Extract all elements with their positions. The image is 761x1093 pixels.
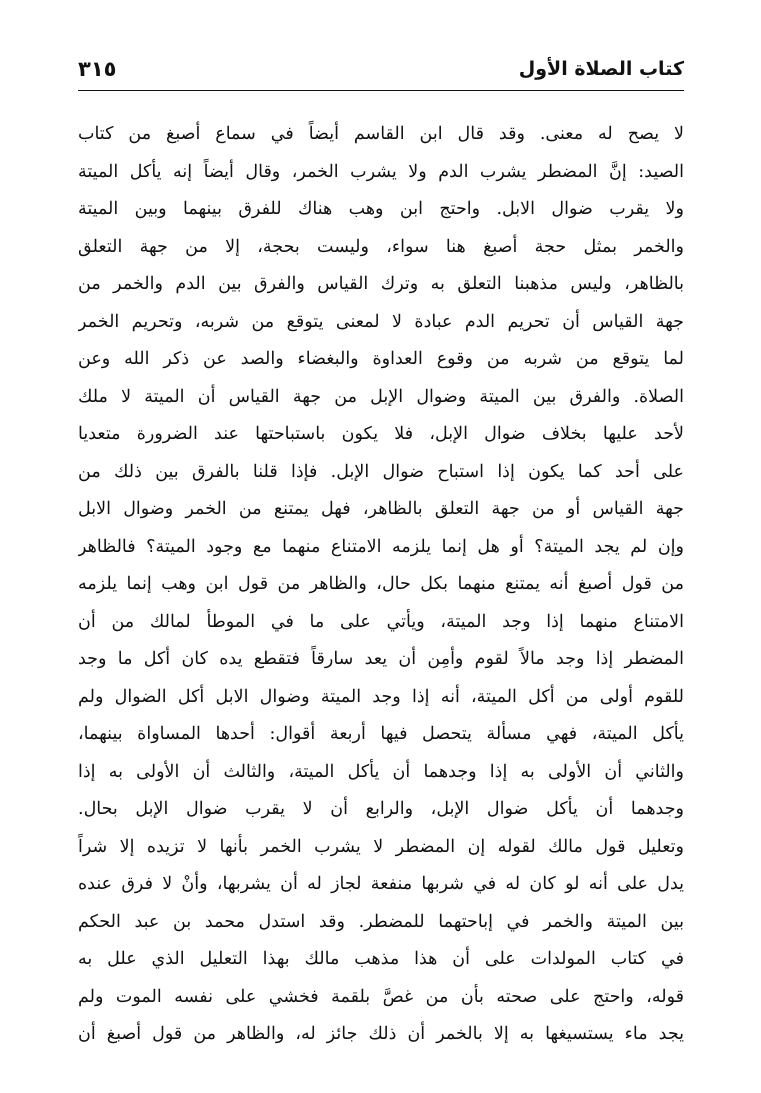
body-text (78, 116, 684, 1054)
page-number: ٣١٥ (78, 57, 117, 81)
header-divider (78, 90, 684, 91)
text-line: في كتاب المولدات على أن هذا مذهب مالك بهذا التعليل الذي علل به (78, 949, 684, 969)
text-line: الامتناع منهما إذا وجد الميتة، ويأتي على ما في الموطأ لمالك من أن (78, 611, 684, 632)
text-line: المضطر إذا وجد مالاً لقوم وأمِن أن يعد سارقاً فتقطع يده كان أكل ما وجد (78, 649, 684, 669)
text-line: على أحد كما يكون إذا استباح ضوال الإبل. فإذا قلنا بالفرق بين ذلك من (78, 461, 684, 482)
text-line: للقوم أولى من أكل الميتة، أنه إذا وجد الميتة وضوال الابل أكل الضوال ولم (78, 686, 684, 707)
text-line: وتعليل قول مالك لقوله إن المضطر لا يشرب الخمر بأنها لا تزيده إلا شراً (78, 836, 684, 857)
chapter-title: كتاب الصلاة الأول (518, 58, 684, 80)
text-line: جهة القياس أن تحريم الدم عبادة لا لمعنى يتوقع من شربه، وتحريم الخمر (78, 311, 684, 332)
text-line: الصلاة. والفرق بين الميتة وضوال الإبل من جهة القياس أن الميتة لا ملك (78, 386, 684, 407)
running-header (78, 56, 684, 86)
text-line: ولا يقرب ضوال الابل. واحتج ابن وهب هناك للفرق بينهما وبين الميتة (78, 199, 684, 219)
text-line: والثاني أن الأولى به إذا وجدهما أن يأكل الميتة، والثالث أن الأولى به إذا (78, 761, 684, 782)
text-line: بالظاهر، وليس مذهبنا التعلق به وترك القياس والفرق بين الدم والخمر من (78, 274, 684, 294)
text-line: يدل على أنه لو كان له في شربها منفعة لجاز له أن يشربها، وأنْ لا فرق عنده (78, 874, 684, 894)
text-line: بين الميتة والخمر في إباحتهما للمضطر. وقد استدل محمد بن عبد الحكم (78, 911, 684, 932)
text-line: الصيد: إنَّ المضطر يشرب الدم ولا يشرب الخمر، وقال أيضاً إنه يأكل الميتة (78, 161, 684, 182)
text-line: وجدهما أن يأكل ضوال الإبل، والرابع أن لا يقرب ضوال الإبل بحال. (78, 799, 684, 819)
text-line: وإن لم يجد الميتة؟ أو هل إنما يلزمه الامتناع منهما مع وجود الميتة؟ فالظاهر (78, 536, 684, 557)
text-line: لما يتوقع من شربه من وقوع العداوة والبغضاء والصد عن ذكر الله وعن (78, 349, 684, 369)
text-line: من قول أصبغ أنه يمتنع منهما بكل حال، والظاهر من قول ابن وهب إنما يلزمه (78, 574, 684, 594)
text-line: جهة القياس أو من جهة التعلق بالظاهر، فهل يمتنع من الخمر وضوال الابل (78, 499, 684, 519)
text-line: لا يصح له معنى. وقد قال ابن القاسم أيضاً في سماع أصبغ من كتاب (78, 124, 684, 144)
text-line: يجد ماء يستسيغها به إلا بالخمر أن ذلك جائز له، والظاهر من قول أصبغ أن (78, 1024, 684, 1044)
text-line: قوله، واحتج على صحته بأن من غصَّ بلقمة فخشي على نفسه الموت ولم (78, 986, 684, 1007)
text-line: يأكل الميتة، فهي مسألة يتحصل فيها أربعة أقوال: أحدها المساواة بينهما، (78, 724, 684, 744)
text-line: والخمر بمثل حجة أصبغ هنا سواء، وليست بحجة، إلا من جهة التعلق (78, 236, 684, 257)
text-line: لأحد عليها بخلاف ضوال الإبل، فلا يكون باستباحتها عند الضرورة متعديا (78, 424, 684, 444)
